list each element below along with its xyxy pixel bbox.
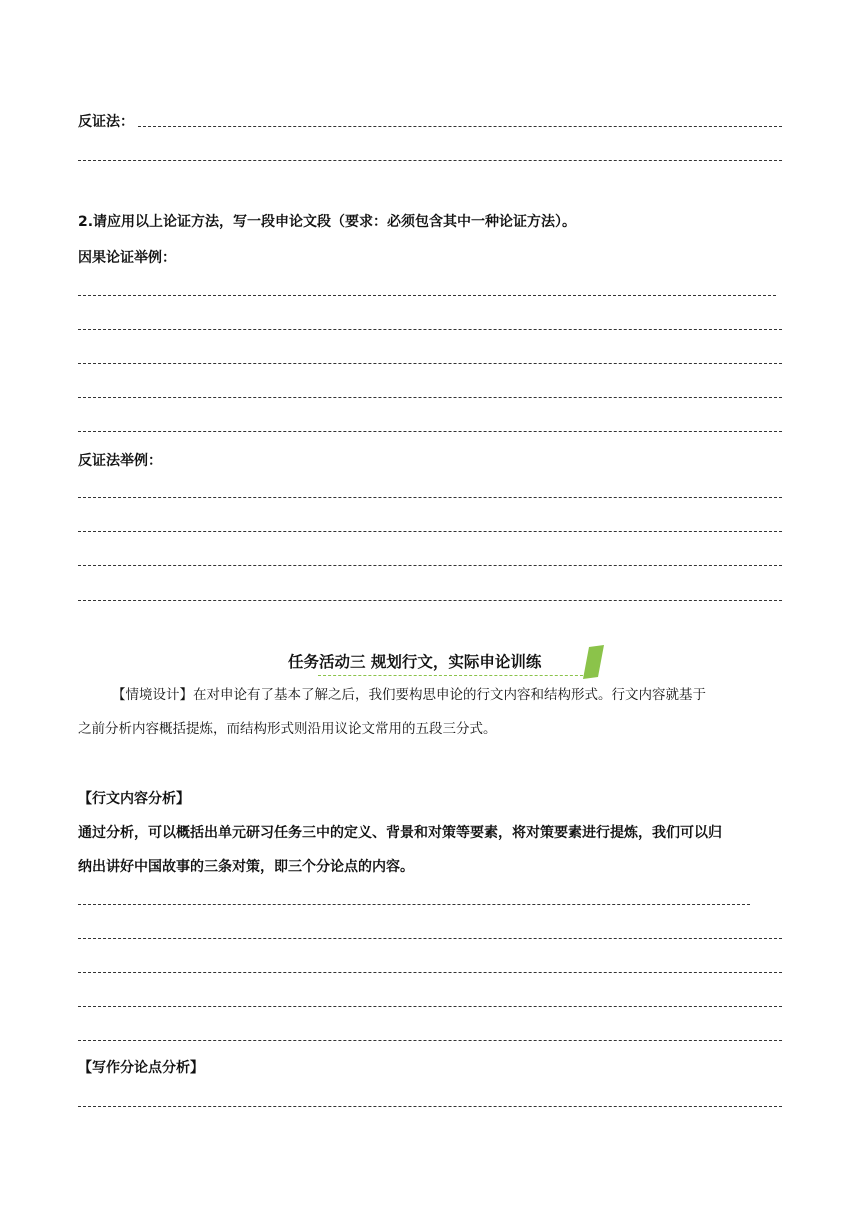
fanzheng-example-label: 反证法举例： xyxy=(78,453,162,469)
answer-line[interactable] xyxy=(78,1006,782,1007)
task3-title: 任务活动三 规划行文，实际申论训练 xyxy=(288,653,542,671)
answer-line[interactable] xyxy=(78,1106,782,1107)
content-analysis-line-2: 纳出讲好中国故事的三条对策，即三个分论点的内容。 xyxy=(78,859,414,875)
answer-line[interactable] xyxy=(78,938,782,939)
title-underline xyxy=(318,675,588,676)
answer-line[interactable] xyxy=(78,363,782,364)
answer-line[interactable] xyxy=(78,972,782,973)
answer-line[interactable] xyxy=(78,904,750,905)
answer-line[interactable] xyxy=(78,329,782,330)
answer-line[interactable] xyxy=(78,397,782,398)
answer-line[interactable] xyxy=(78,565,782,566)
answer-line[interactable] xyxy=(78,295,776,296)
answer-line[interactable] xyxy=(78,531,782,532)
content-analysis-heading: 【行文内容分析】 xyxy=(78,791,190,807)
content-analysis-line-1: 通过分析，可以概括出单元研习任务三中的定义、背景和对策等要素，将对策要素进行提炼，我们可以归 xyxy=(78,825,722,841)
sub-point-heading: 【写作分论点分析】 xyxy=(78,1060,204,1076)
answer-line[interactable] xyxy=(78,600,782,601)
cause-example-label: 因果论证举例： xyxy=(78,250,176,266)
green-flag-icon xyxy=(583,645,605,679)
answer-line[interactable] xyxy=(78,160,782,161)
fanzheng-label: 反证法： xyxy=(78,114,134,130)
scenario-line-2: 之前分析内容概括提炼，而结构形式则沿用议论文常用的五段三分式。 xyxy=(78,721,497,737)
answer-line[interactable] xyxy=(78,1040,782,1041)
answer-line[interactable] xyxy=(78,431,782,432)
scenario-line-1: 【情境设计】在对申论有了基本了解之后，我们要构思申论的行文内容和结构形式。行文内容就基于 xyxy=(112,687,706,703)
answer-line[interactable] xyxy=(78,497,782,498)
answer-line[interactable] xyxy=(138,126,782,127)
question-2: 2.请应用以上论证方法，写一段申论文段（要求：必须包含其中一种论证方法）。 xyxy=(78,214,577,230)
